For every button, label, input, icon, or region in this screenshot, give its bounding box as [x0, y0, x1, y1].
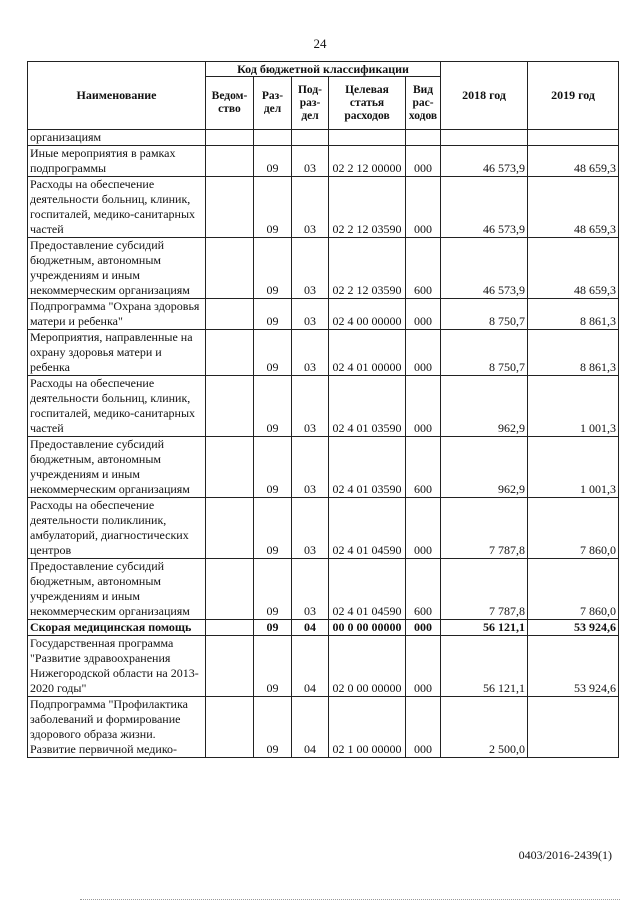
- cell-razdel: 09: [254, 636, 292, 697]
- table-row: [28, 238, 619, 299]
- cell-2019: 7 860,0: [528, 498, 619, 559]
- cell-target-article: 02 4 01 00000: [329, 330, 406, 376]
- cell-podrazdel: 03: [292, 238, 329, 299]
- cell-razdel: 09: [254, 498, 292, 559]
- cell-2019: 53 924,6: [528, 620, 619, 636]
- cell-name: Подпрограмма "Профилактика заболеваний и формирование здорового образа жизни. Развитие первичной медико-: [28, 697, 206, 758]
- cell-target-article: 00 0 00 00000: [329, 620, 406, 636]
- cell-vedomstvo: [206, 177, 254, 238]
- cell-name: Расходы на обеспечение деятельности больниц, клиник, госпиталей, медико-санитарных частей: [28, 376, 206, 437]
- cell-podrazdel: 03: [292, 437, 329, 498]
- header-podrazdel: Под-раз-дел: [292, 77, 329, 130]
- cell-podrazdel: 03: [292, 559, 329, 620]
- cell-razdel: 09: [254, 299, 292, 330]
- table-row: [28, 330, 619, 376]
- cell-podrazdel: 04: [292, 697, 329, 758]
- table-row: [28, 177, 619, 238]
- cell-expense-type: [406, 130, 441, 146]
- cell-name: Предоставление субсидий бюджетным, автономным учреждениям и иным некоммерческим организациям: [28, 437, 206, 498]
- cell-2019: 1 001,3: [528, 437, 619, 498]
- cell-vedomstvo: [206, 299, 254, 330]
- cell-vedomstvo: [206, 146, 254, 177]
- cell-target-article: [329, 130, 406, 146]
- cell-podrazdel: 03: [292, 330, 329, 376]
- cell-2019: 8 861,3: [528, 299, 619, 330]
- cell-expense-type: 000: [406, 177, 441, 238]
- cell-2018: 46 573,9: [441, 146, 528, 177]
- cell-expense-type: 000: [406, 299, 441, 330]
- cell-vedomstvo: [206, 130, 254, 146]
- cell-podrazdel: 04: [292, 620, 329, 636]
- cell-target-article: 02 4 00 00000: [329, 299, 406, 330]
- header-expense-type: Вид рас-ходов: [406, 77, 441, 130]
- cell-expense-type: 600: [406, 437, 441, 498]
- scan-artifact: [80, 899, 620, 901]
- cell-target-article: 02 2 12 00000: [329, 146, 406, 177]
- cell-razdel: 09: [254, 330, 292, 376]
- cell-name: Государственная программа "Развитие здравоохранения Нижегородской области на 2013-2020 годы": [28, 636, 206, 697]
- table-row: [28, 636, 619, 697]
- cell-razdel: 09: [254, 559, 292, 620]
- cell-razdel: 09: [254, 437, 292, 498]
- cell-2018: 8 750,7: [441, 330, 528, 376]
- cell-razdel: 09: [254, 146, 292, 177]
- cell-podrazdel: 03: [292, 299, 329, 330]
- cell-razdel: [254, 130, 292, 146]
- cell-podrazdel: 03: [292, 177, 329, 238]
- cell-expense-type: 000: [406, 620, 441, 636]
- cell-target-article: 02 4 01 04590: [329, 559, 406, 620]
- cell-2018: 46 573,9: [441, 177, 528, 238]
- cell-target-article: 02 4 01 04590: [329, 498, 406, 559]
- cell-vedomstvo: [206, 559, 254, 620]
- cell-vedomstvo: [206, 238, 254, 299]
- cell-target-article: 02 0 00 00000: [329, 636, 406, 697]
- header-name: Наименование: [28, 62, 206, 130]
- header-code-group: Код бюджетной классификации: [206, 62, 441, 77]
- cell-name: Подпрограмма "Охрана здоровья матери и ребенка": [28, 299, 206, 330]
- cell-2018: 962,9: [441, 437, 528, 498]
- table-row: [28, 697, 619, 758]
- cell-vedomstvo: [206, 636, 254, 697]
- cell-expense-type: 000: [406, 697, 441, 758]
- cell-name: Мероприятия, направленные на охрану здоровья матери и ребенка: [28, 330, 206, 376]
- cell-2019: 1 001,3: [528, 376, 619, 437]
- cell-expense-type: 000: [406, 376, 441, 437]
- cell-vedomstvo: [206, 498, 254, 559]
- cell-2018: 2 500,0: [441, 697, 528, 758]
- cell-expense-type: 000: [406, 498, 441, 559]
- cell-target-article: 02 2 12 03590: [329, 177, 406, 238]
- table-row: [28, 299, 619, 330]
- cell-2018: 56 121,1: [441, 620, 528, 636]
- cell-2019: 7 860,0: [528, 559, 619, 620]
- cell-razdel: 09: [254, 620, 292, 636]
- header-vedomstvo: Ведом-ство: [206, 77, 254, 130]
- cell-2019: 48 659,3: [528, 238, 619, 299]
- table-row: [28, 130, 619, 146]
- cell-name: организациям: [28, 130, 206, 146]
- cell-podrazdel: 04: [292, 636, 329, 697]
- cell-name: Предоставление субсидий бюджетным, автономным учреждениям и иным некоммерческим организациям: [28, 238, 206, 299]
- header-year-2019: 2019 год: [528, 62, 619, 130]
- header-target-article: Целевая статья расходов: [329, 77, 406, 130]
- cell-2019: 48 659,3: [528, 146, 619, 177]
- table-row: [28, 437, 619, 498]
- table-row: [28, 376, 619, 437]
- cell-expense-type: 600: [406, 559, 441, 620]
- document-code: 0403/2016-2439(1): [518, 848, 612, 862]
- cell-podrazdel: 03: [292, 498, 329, 559]
- table-row: [28, 498, 619, 559]
- table-row: [28, 620, 619, 636]
- budget-table: [27, 61, 619, 758]
- cell-name: Расходы на обеспечение деятельности больниц, клиник, госпиталей, медико-санитарных частей: [28, 177, 206, 238]
- header-year-2018: 2018 год: [441, 62, 528, 130]
- cell-name: Скорая медицинская помощь: [28, 620, 206, 636]
- cell-target-article: 02 2 12 03590: [329, 238, 406, 299]
- cell-vedomstvo: [206, 330, 254, 376]
- cell-2018: [441, 130, 528, 146]
- cell-2018: 7 787,8: [441, 559, 528, 620]
- cell-expense-type: 000: [406, 636, 441, 697]
- cell-expense-type: 000: [406, 146, 441, 177]
- cell-expense-type: 600: [406, 238, 441, 299]
- cell-2018: 962,9: [441, 376, 528, 437]
- cell-razdel: 09: [254, 376, 292, 437]
- page-number: 24: [313, 36, 327, 51]
- cell-2019: [528, 697, 619, 758]
- cell-expense-type: 000: [406, 330, 441, 376]
- cell-podrazdel: [292, 130, 329, 146]
- cell-target-article: 02 1 00 00000: [329, 697, 406, 758]
- cell-2019: 48 659,3: [528, 177, 619, 238]
- cell-vedomstvo: [206, 437, 254, 498]
- cell-vedomstvo: [206, 697, 254, 758]
- cell-2018: 8 750,7: [441, 299, 528, 330]
- cell-podrazdel: 03: [292, 146, 329, 177]
- cell-name: Иные мероприятия в рамках подпрограммы: [28, 146, 206, 177]
- table-row: [28, 559, 619, 620]
- cell-2018: 46 573,9: [441, 238, 528, 299]
- cell-razdel: 09: [254, 238, 292, 299]
- cell-2019: 53 924,6: [528, 636, 619, 697]
- cell-2019: 8 861,3: [528, 330, 619, 376]
- cell-podrazdel: 03: [292, 376, 329, 437]
- cell-razdel: 09: [254, 697, 292, 758]
- cell-vedomstvo: [206, 620, 254, 636]
- cell-target-article: 02 4 01 03590: [329, 437, 406, 498]
- table-row: [28, 146, 619, 177]
- cell-name: Расходы на обеспечение деятельности поликлиник, амбулаторий, диагностических центров: [28, 498, 206, 559]
- cell-razdel: 09: [254, 177, 292, 238]
- cell-2018: 56 121,1: [441, 636, 528, 697]
- cell-target-article: 02 4 01 03590: [329, 376, 406, 437]
- cell-name: Предоставление субсидий бюджетным, автономным учреждениям и иным некоммерческим организациям: [28, 559, 206, 620]
- header-razdel: Раз-дел: [254, 77, 292, 130]
- cell-2018: 7 787,8: [441, 498, 528, 559]
- cell-vedomstvo: [206, 376, 254, 437]
- cell-2019: [528, 130, 619, 146]
